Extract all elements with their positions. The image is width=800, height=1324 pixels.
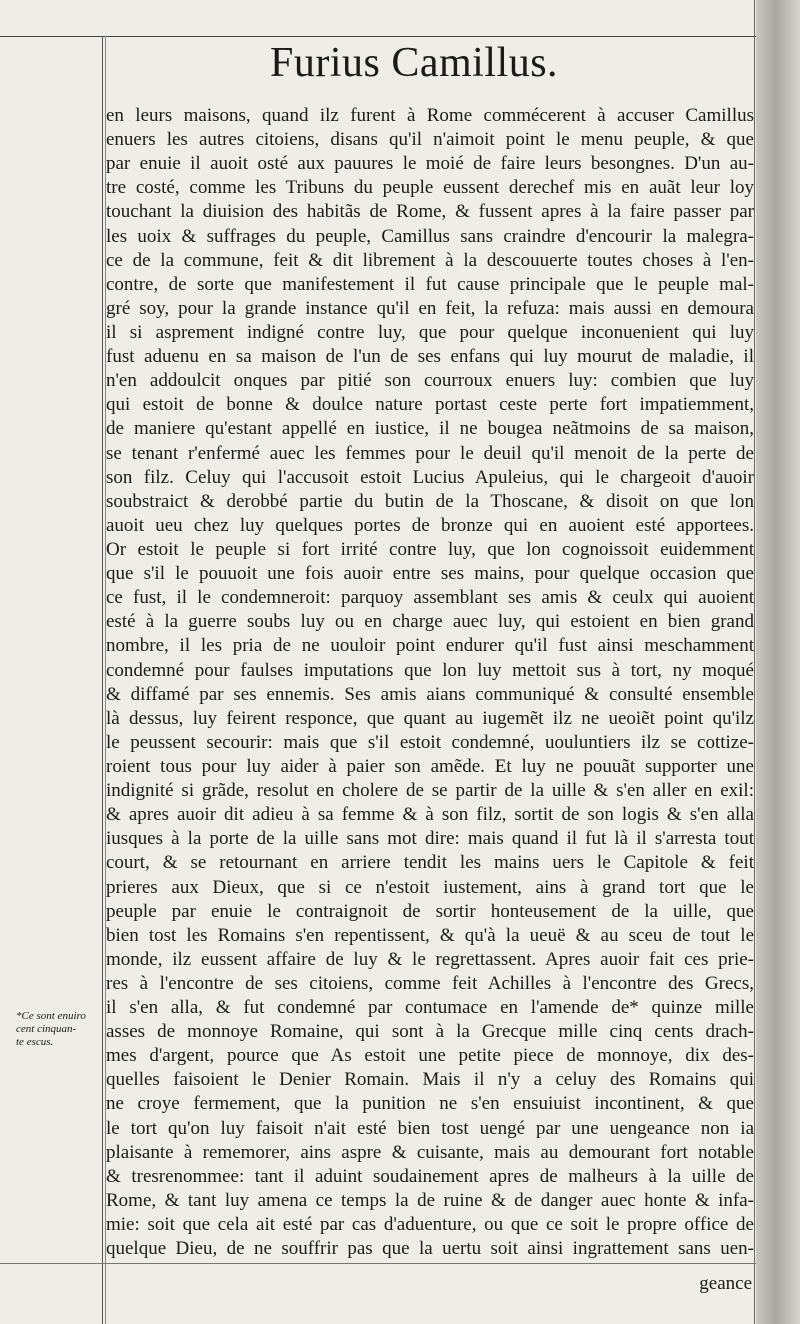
text-line: monde, ilz eussent affaire de luy & le regrettassent. Apres auoir fait ces prie- [106,948,754,970]
text-line: le peussent secourir: mais que s'il estoit condemné, uouluntiers ilz se cottize- [106,731,754,753]
side-note-line: *Ce sont enuiro [16,1010,86,1022]
text-line: & diffamé par ses ennemis. Ses amis aians communiqué & consulté ensemble [106,683,754,705]
running-head: Furius Camillus. [270,40,559,86]
text-line: qui estoit de bonne & doulce nature portast ceste perte fort impatiemment, [106,394,754,416]
right-margin-rule [754,0,755,1324]
text-line: en leurs maisons, quand ilz furent à Rome commécerent à accuser Camillus [106,105,754,126]
side-note [16,1010,102,1049]
text-line: peuple par enuie le contraignoit de sortir honteusement de la uille, que [106,900,754,922]
text-line: il s'en alla, & fut condemné par contumace en l'amende de* quinze mille [106,997,754,1019]
text-line: condemné pour faulses imputations que lon luy mettoit sus à tort, ny moqué [106,659,754,681]
text-line: quelles faisoient le Denier Romain. Mais il n'y a celuy des Romains qui [106,1069,754,1091]
text-line: ce de la commune, feit & dit librement à la descouuerte toutes choses à l'en- [106,249,754,271]
text-line: le tort qu'on luy faisoit n'ait esté bien tost uengé par une uengeance non ia [106,1117,754,1139]
text-line: ce fust, il le condemneroit: parquoy assemblant ses amis & ceulx qui auoient [106,587,754,609]
text-line: là dessus, luy feirent responce, que quant au iugemẽt ilz ne ueoiẽt point qu'ilz [106,707,754,729]
text-line: auoit ueu chez luy quelques portes de bronze qui en auoient esté apportees. [106,514,754,536]
text-line: prieres aux Dieux, que si ce n'estoit iustement, ains à grand tort que le [106,876,754,898]
top-rule [0,36,756,37]
catchword: geance [699,1273,752,1294]
text-line: tre costé, comme les Tribuns du peuple eussent derechef mis en auãt leur loy [106,177,754,199]
left-margin-rule [102,36,103,1324]
text-line: que s'il le pouuoit une fois auoir entre ses mains, pour quelque occasion que [106,563,754,585]
text-line: touchant la diuision des habitãs de Rome, & fussent apres à la faire passer par [106,201,754,223]
main-text-block [106,104,754,1261]
text-line: ne croye fermement, que la punition ne s'en ensuiuist incontinent, & que [106,1093,754,1115]
side-note-line: te escus. [16,1036,54,1048]
text-line: & apres auoir dit adieu à sa femme & à son filz, sortit de son logis & s'en alla [106,804,754,826]
text-line: il si asprement indigné contre luy, que pour quelque inconuenient qui luy [106,321,754,343]
text-line: nombre, il les pria de ne uouloir point endurer qu'il fust ainsi meschamment [106,635,754,657]
text-line: Rome, & tant luy amena ce temps la de ruine & de danger auec honte & infa- [106,1189,754,1211]
text-line: res à l'encontre de ses citoiens, comme feit Achilles à l'encontre des Grecs, [106,972,754,994]
page-gutter-shadow [756,0,800,1324]
text-line: iusques à la porte de la uille sans mot dire: mais quand il fut là il s'arresta tout [106,828,754,850]
text-line: par enuie il auoit osté aux pauures le moié de faire leurs besongnes. D'un au- [106,153,754,175]
text-line: les uoix & suffrages du peuple, Camillus sans craindre d'encourir la malegra- [106,225,754,247]
text-line: se tenant r'enfermé auec les femmes pour le deuil qu'il menoit de la perte de [106,442,754,464]
text-line: son filz. Celuy qui l'accusoit estoit Lucius Apuleius, qui le chargeoit d'auoir [106,466,754,488]
text-line: asses de monnoye Romaine, qui sont à la Grecque mille cinq cents drach- [106,1021,754,1043]
bottom-rule [0,1263,756,1264]
text-line: de maniere qu'estant appellé en iustice, il ne bougea neãtmoins de sa maison, [106,418,754,440]
text-line: mie: soit que cela ait esté par cas d'aduenture, ou que ce soit le propre office de [106,1214,754,1236]
side-note-line: cent cinquan- [16,1023,77,1035]
text-line: enuers les autres citoiens, disans qu'il n'aimoit point le menu peuple, & que [106,129,754,151]
text-line: bien tost les Romains s'en repentissent, & qu'à la ueuë & au sceu de tout le [106,924,754,946]
text-line: Or estoit le peuple si fort irrité contre luy, que lon cognoissoit euidemment [106,538,754,560]
text-line: indignité si grãde, resolut en cholere de se partir de la uille & s'en aller en exil: [106,780,754,802]
text-line: esté à la guerre soubs luy ou en charge auec luy, qui estoient en bien grand [106,611,754,633]
text-line: mes d'argent, pource que As estoit une petite piece de monnoye, dix des- [106,1045,754,1067]
text-line: court, & se retournant en arriere tendit les mains uers le Capitole & feit [106,852,754,874]
text-line: quelque Dieu, de ne souffrir pas que la uertu soit ainsi ingrattement sans uen- [106,1238,754,1260]
text-line: roient tous pour luy aider à paier son amẽde. Et luy ne pouuãt supporter une [106,755,754,777]
text-line: soubstraict & derobbé partie du butin de la Thoscane, & disoit on que lon [106,490,754,512]
text-line: gré soy, pour la grande instance qu'il en feit, la refuza: mais aussi en demoura [106,297,754,319]
text-line: & tresrenommee: tant il aduint soudainement apres de malheurs à la uille de [106,1165,754,1187]
text-line: n'en addoulcit onques par pitié son courroux enuers luy: combien que luy [106,370,754,392]
text-line: fust aduenu en sa maison de l'un de ses enfans qui luy mourut de maladie, il [106,346,754,368]
text-line: contre, de sorte que manifestement il fut cause principale que le peuple mal- [106,273,754,295]
text-line: plaisante à rememorer, ains aspre & cuisante, mais au demourant fort notable [106,1141,754,1163]
